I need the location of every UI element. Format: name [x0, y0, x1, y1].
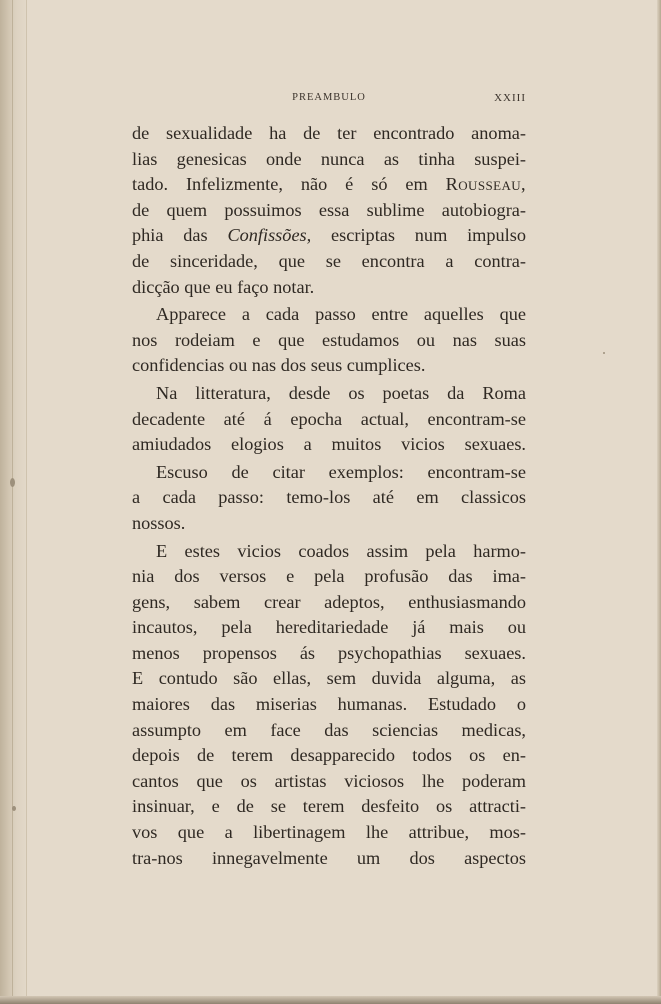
text-line: confidencias ou nas dos seus cumplices. — [132, 355, 426, 376]
text-line — [132, 223, 526, 249]
text-line: E contudo são ellas, sem duvida alguma, as — [132, 668, 526, 689]
text-line: nossos. — [132, 512, 186, 533]
text-line: assumpto em face das sciencias medicas, — [132, 719, 526, 740]
text-line: incautos, pela hereditariedade já mais ou — [132, 617, 526, 638]
book-title: Confissões, — [227, 225, 312, 246]
text-line: Escuso de citar exemplos: encontram-se — [156, 461, 526, 482]
text-line: amiudados elogios a muitos vicios sexuaes. — [132, 434, 526, 455]
paper-speck — [12, 806, 16, 811]
text-line: de sinceridade, que se encontra a contra- — [132, 250, 526, 271]
text-line: nos rodeiam e que estudamos ou nas suas — [132, 329, 526, 350]
text-line: dicção que eu faço notar. — [132, 276, 315, 297]
text-line: maiores das miserias humanas. Estudado o — [132, 694, 526, 715]
page-binding-gutter — [0, 0, 27, 1004]
text-segment: escriptas num impulso — [311, 225, 526, 246]
text-line: tra-nos innegavelmente um dos aspectos — [132, 847, 526, 868]
paragraph-1 — [132, 121, 526, 300]
text-line: nia dos versos e pela profusão das ima- — [132, 566, 526, 587]
binding-fold-line — [12, 0, 13, 1004]
paper-speck — [603, 352, 605, 354]
text-line: depois de terem desapparecido todos os en- — [132, 745, 526, 766]
text-line: a cada passo: temo-los até em classicos — [132, 487, 526, 508]
running-head: PREAMBULO — [292, 92, 366, 103]
page-right-edge — [657, 0, 661, 1004]
paragraph-3 — [132, 381, 526, 458]
body-text — [132, 121, 526, 871]
paragraph-2 — [132, 302, 526, 379]
text-line: Na litteratura, desde os poetas da Roma — [156, 382, 526, 403]
text-line: de quem possuimos essa sublime autobiogra- — [132, 199, 526, 220]
page-bottom-edge — [0, 996, 661, 1004]
text-line: E estes vicios coados assim pela harmo- — [156, 540, 526, 561]
text-line: lias genesicas onde nunca as tinha suspei- — [132, 148, 526, 169]
text-line: decadente até á epocha actual, encontram-se — [132, 408, 526, 429]
text-line: cantos que os artistas viciosos lhe poderam — [132, 770, 526, 791]
text-line — [132, 172, 526, 198]
text-line: gens, sabem crear adeptos, enthusiasmando — [132, 591, 526, 612]
page-header — [132, 92, 526, 110]
text-line: insinuar, e de se terem desfeito os attracti- — [132, 796, 526, 817]
text-line: Apparece a cada passo entre aquelles que — [156, 304, 526, 325]
text-segment: tado. Infelizmente, não é só em — [132, 174, 446, 195]
page-number: XXIII — [494, 92, 526, 104]
text-line: menos propensos ás psychopathias sexuaes. — [132, 642, 526, 663]
paper-speck — [10, 478, 15, 487]
text-line: de sexualidade ha de ter encontrado anoma- — [132, 123, 526, 143]
text-segment: phia das — [132, 225, 228, 246]
author-name: Rousseau, — [445, 174, 526, 195]
paragraph-4 — [132, 460, 526, 537]
paragraph-5 — [132, 539, 526, 872]
text-line: vos que a libertinagem lhe attribue, mos- — [132, 822, 526, 843]
